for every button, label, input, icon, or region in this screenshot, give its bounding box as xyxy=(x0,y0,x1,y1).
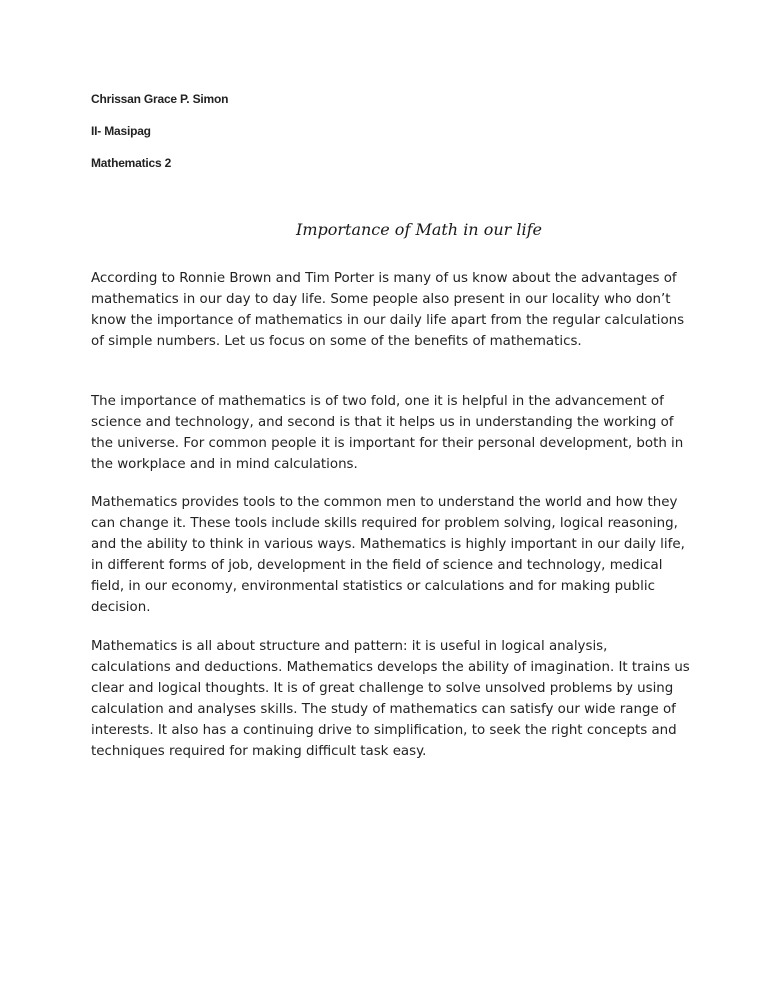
class-section: II- Masipag xyxy=(91,124,151,138)
subject-name: Mathematics 2 xyxy=(91,156,172,170)
paragraph-4: Mathematics is all about structure and pattern: it is useful in logical analysis, calculations and deductions. Mathematics develops the ability of imagination. It trains us clear and logical thoughts. It is of great challenge to solve unsolved problems by using calculation and analyses skills. The study of mathematics can satisfy our wide range of interests. It also has a continuing drive to simplification, to seek the right concepts and techniques required for making difficult task easy. xyxy=(91,639,690,759)
paragraph-1: According to Ronnie Brown and Tim Porter is many of us know about the advantages of mathematics in our day to day life. Some people also present in our locality who don’t know the importance of mathematics in our daily life apart from the regular calculations of simple numbers. Let us focus on some of the benefits of mathematics. xyxy=(91,271,685,349)
paragraph-2: The importance of mathematics is of two fold, one it is helpful in the advancement of science and technology, and second is that it helps us in understanding the working of the universe. For common people it is important for their personal development, both in the workplace and in mind calculations. xyxy=(91,394,684,472)
author-name: Chrissan Grace P. Simon xyxy=(91,92,229,106)
document-title: Importance of Math in our life xyxy=(296,220,542,239)
paragraph-3: Mathematics provides tools to the common men to understand the world and how they can change it. These tools include skills required for problem solving, logical reasoning, and the ability to think in various ways. Mathematics is highly important in our daily life, in different forms of job, development in the field of science and technology, medical field, in our economy, environmental statistics or calculations and for making public decision. xyxy=(91,495,685,615)
